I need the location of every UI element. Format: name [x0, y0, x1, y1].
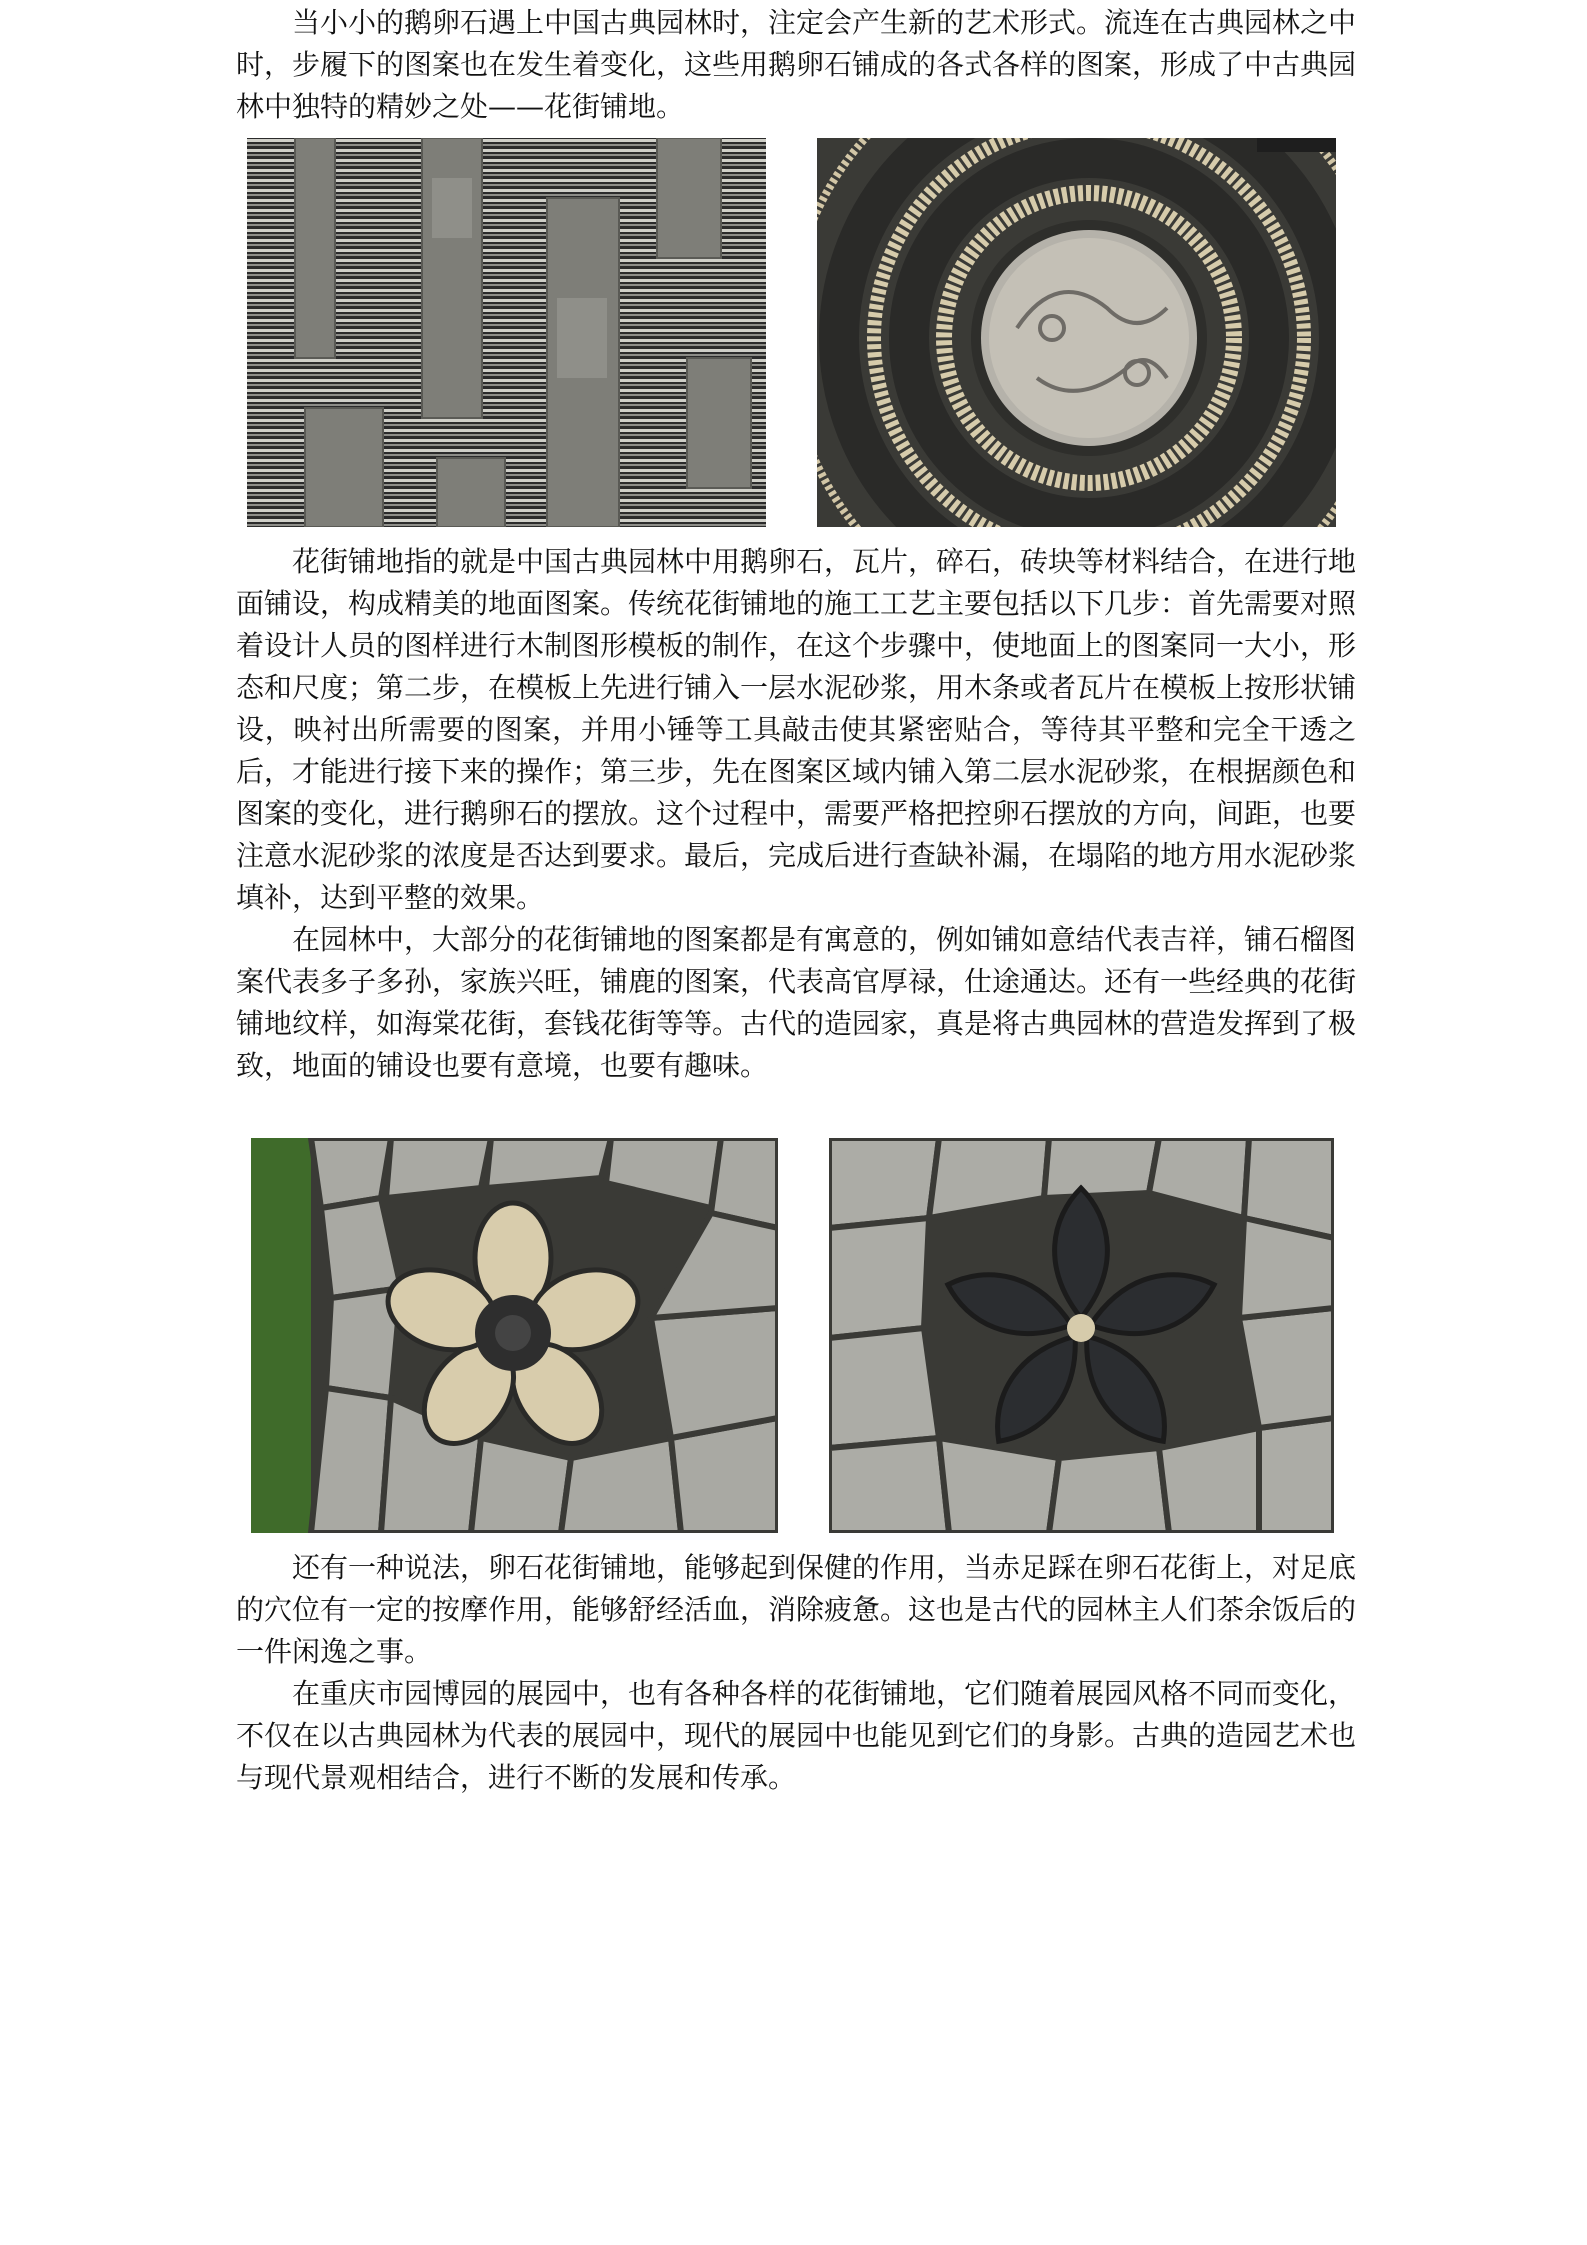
- paragraph-health: 还有一种说法，卵石花街铺地，能够起到保健的作用，当赤足踩在卵石花街上，对足底的穴位有一定的按摩作用，能够舒经活血，消除疲惫。这也是古代的园林主人们茶余饭后的一件闲逸之事。: [236, 1551, 1357, 1668]
- paragraph-technique: 花街铺地指的就是中国古典园林中用鹅卵石，瓦片，碎石，砖块等材料结合，在进行地面铺设，构成精美的地面图案。传统花街铺地的施工工艺主要包括以下几步：首先需要对照着设计人员的图样进行木制图形模板的制作，在这个步骤中，使地面上的图案同一大小，形态和尺度；第二步，在模板上先进行铺入一层水泥砂浆，用木条或者瓦片在模板上按形状铺设，映衬出所需要的图案，并用小锤等工具敲击使其紧密贴合，等待其平整和完全干透之后，才能进行接下来的操作；第三步，先在图案区域内铺入第二层水泥砂浆，在根据颜色和图案的变化，进行鹅卵石的摆放。这个过程中，需要严格把控卵石摆放的方向，间距，也要注意水泥砂浆的浓度是否达到要求。最后，完成后进行查缺补漏，在塌陷的地方用水泥砂浆填补，达到平整的效果。: [236, 545, 1357, 914]
- paragraph-intro: 当小小的鹅卵石遇上中国古典园林时，注定会产生新的艺术形式。流连在古典园林之中时，步履下的图案也在发生着变化，这些用鹅卵石铺成的各式各样的图案，形成了中古典园林中独特的精妙之处——花街铺地。: [236, 6, 1357, 123]
- photo-stone-slabs-pebbles: [247, 138, 766, 527]
- photo-cream-pebble-flower: [251, 1138, 778, 1533]
- paragraph-chongqing-expo: 在重庆市园博园的展园中，也有各种各样的花街铺地，它们随着展园风格不同而变化，不仅在以古典园林为代表的展园中，现代的展园中也能见到它们的身影。古典的造园艺术也与现代景观相结合，进行不断的发展和传承。: [236, 1677, 1357, 1794]
- closing-section: [236, 1547, 1356, 1799]
- paragraph-meaning: 在园林中，大部分的花街铺地的图案都是有寓意的，例如铺如意结代表吉祥，铺石榴图案代表多子多孙，家族兴旺，铺鹿的图案，代表高官厚禄，仕途通达。还有一些经典的花街铺地纹样，如海棠花街，套钱花街等等。古代的造园家，真是将古典园林的营造发挥到了极致，地面的铺设也要有意境，也要有趣味。: [236, 923, 1357, 1082]
- photo-concentric-circle-fish: [817, 138, 1336, 527]
- photo-dark-pebble-flower: [829, 1138, 1334, 1533]
- technique-section: [236, 541, 1356, 1087]
- intro-section: [236, 2, 1356, 128]
